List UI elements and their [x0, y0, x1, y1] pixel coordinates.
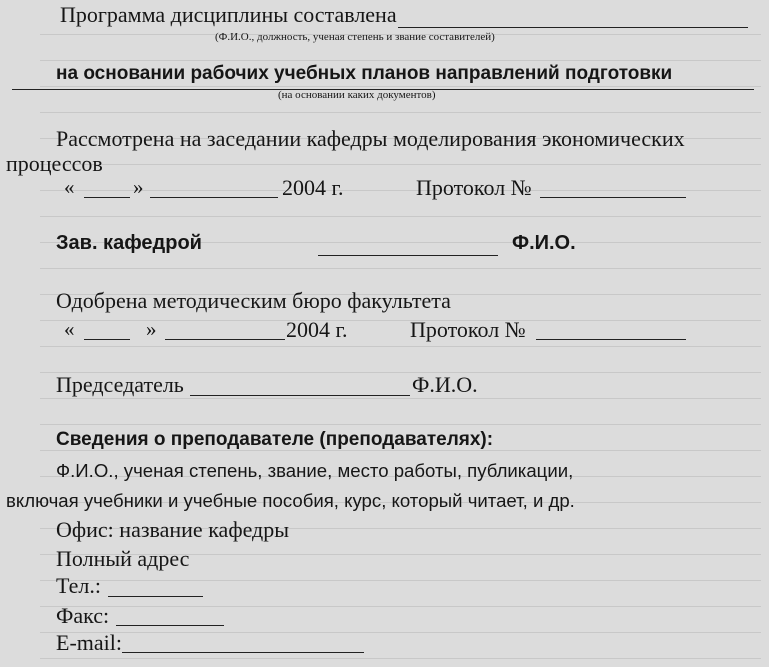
review-line-2: процессов: [6, 151, 103, 176]
office-label: Офис: название кафедры: [56, 517, 290, 542]
approved-protocol-label: Протокол №: [410, 317, 526, 342]
teacher-details-line-1: Ф.И.О., ученая степень, звание, место работы, публикации,: [56, 460, 574, 481]
basis-caption: (на основании каких документов): [278, 89, 436, 101]
review-protocol-line: [540, 197, 686, 198]
chair-fio: Ф.И.О.: [412, 372, 478, 397]
review-date-close: »: [133, 175, 144, 199]
phone-fill-line: [108, 596, 203, 597]
review-date-open: «: [64, 175, 75, 199]
email-fill-line: [122, 652, 364, 653]
phone-label: Тел.:: [56, 573, 101, 598]
approved-month-line: [165, 339, 285, 340]
approved-protocol-line: [536, 339, 686, 340]
compiled-label: Программа дисциплины составлена: [60, 2, 397, 27]
head-signature-line: [318, 255, 498, 256]
head-fio: Ф.И.О.: [512, 232, 576, 254]
approved-date-close: »: [146, 317, 157, 341]
approved-label: Одобрена методическим бюро факультета: [56, 288, 451, 313]
review-year: 2004 г.: [282, 175, 344, 200]
approved-date-open: «: [64, 317, 75, 341]
address-label: Полный адрес: [56, 546, 190, 571]
chair-label: Председатель: [56, 372, 184, 397]
review-day-line: [84, 197, 130, 198]
compiled-caption: (Ф.И.О., должность, ученая степень и звание составителей): [215, 31, 495, 43]
chair-signature-line: [190, 395, 410, 396]
email-label: E-mail:: [56, 630, 122, 655]
fax-label: Факс:: [56, 603, 110, 628]
review-protocol-label: Протокол №: [416, 175, 532, 200]
teacher-heading: Сведения о преподавателе (преподавателях):: [56, 429, 494, 450]
fax-fill-line: [116, 625, 224, 626]
approved-day-line: [84, 339, 130, 340]
teacher-details-line-2: включая учебники и учебные пособия, курс, который читает, и др.: [6, 490, 575, 511]
basis-heading: на основании рабочих учебных планов направлений подготовки: [56, 63, 673, 84]
head-label: Зав. кафедрой: [56, 232, 202, 254]
compiled-fill-line: [398, 27, 748, 28]
approved-year: 2004 г.: [286, 317, 348, 342]
review-line-1: Рассмотрена на заседании кафедры моделирования экономических: [56, 126, 685, 151]
review-month-line: [150, 197, 278, 198]
